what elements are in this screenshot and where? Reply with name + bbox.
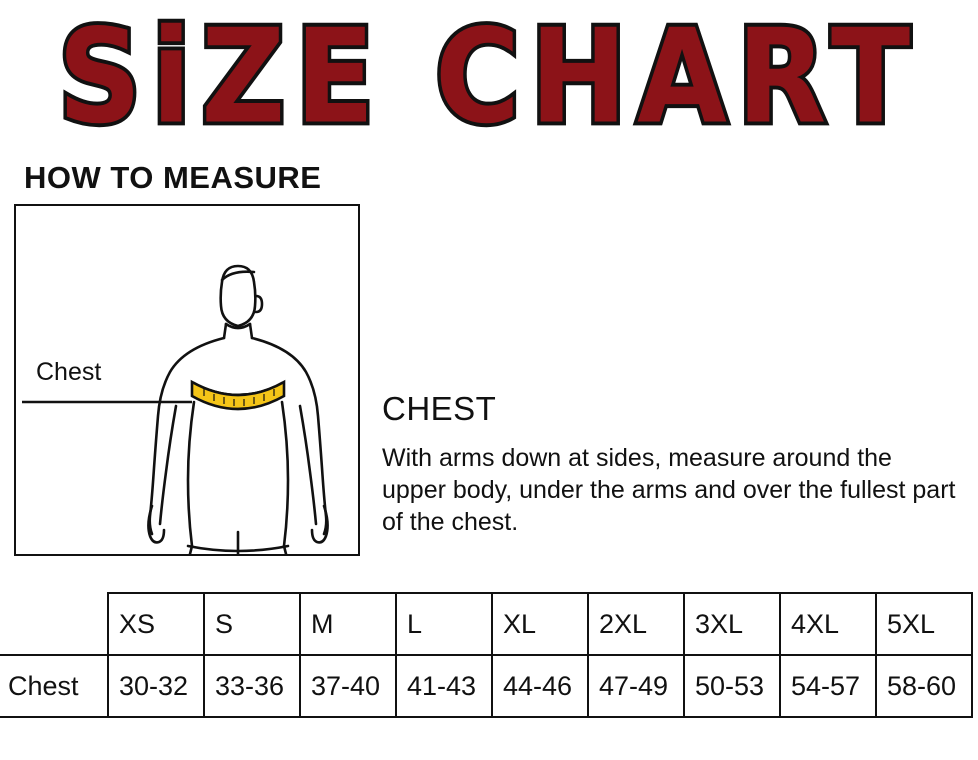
cell-chest-xl: 44-46	[492, 655, 588, 717]
header-cell-5xl: 5XL	[876, 593, 972, 655]
size-table-wrap	[0, 592, 978, 718]
cell-chest-3xl: 50-53	[684, 655, 780, 717]
table-header-row	[0, 593, 972, 655]
description-block	[382, 390, 962, 538]
size-table	[0, 592, 973, 718]
header-cell-2xl: 2XL	[588, 593, 684, 655]
header-cell-4xl: 4XL	[780, 593, 876, 655]
table-corner-cell	[0, 593, 108, 655]
cell-chest-xs: 30-32	[108, 655, 204, 717]
row-label-chest: Chest	[0, 655, 108, 717]
chest-measure-label: Chest	[36, 358, 102, 386]
header-cell-l: L	[396, 593, 492, 655]
tape-measure-icon	[192, 382, 284, 409]
cell-chest-l: 41-43	[396, 655, 492, 717]
header-cell-3xl: 3XL	[684, 593, 780, 655]
description-heading: CHEST	[382, 390, 497, 427]
description-body: With arms down at sides, measure around the upper body, under the arms and over the fullest part of the chest.	[382, 444, 956, 536]
cell-chest-5xl: 58-60	[876, 655, 972, 717]
cell-chest-m: 37-40	[300, 655, 396, 717]
how-to-measure-heading: HOW TO MEASURE	[24, 160, 322, 195]
cell-chest-2xl: 47-49	[588, 655, 684, 717]
cell-chest-4xl: 54-57	[780, 655, 876, 717]
page-title: SiZE CHART	[57, 1, 921, 153]
header-cell-xl: XL	[492, 593, 588, 655]
cell-chest-s: 33-36	[204, 655, 300, 717]
header-cell-m: M	[300, 593, 396, 655]
table-row	[0, 655, 972, 717]
page-title-banner	[0, 0, 978, 153]
header-cell-xs: XS	[108, 593, 204, 655]
header-cell-s: S	[204, 593, 300, 655]
